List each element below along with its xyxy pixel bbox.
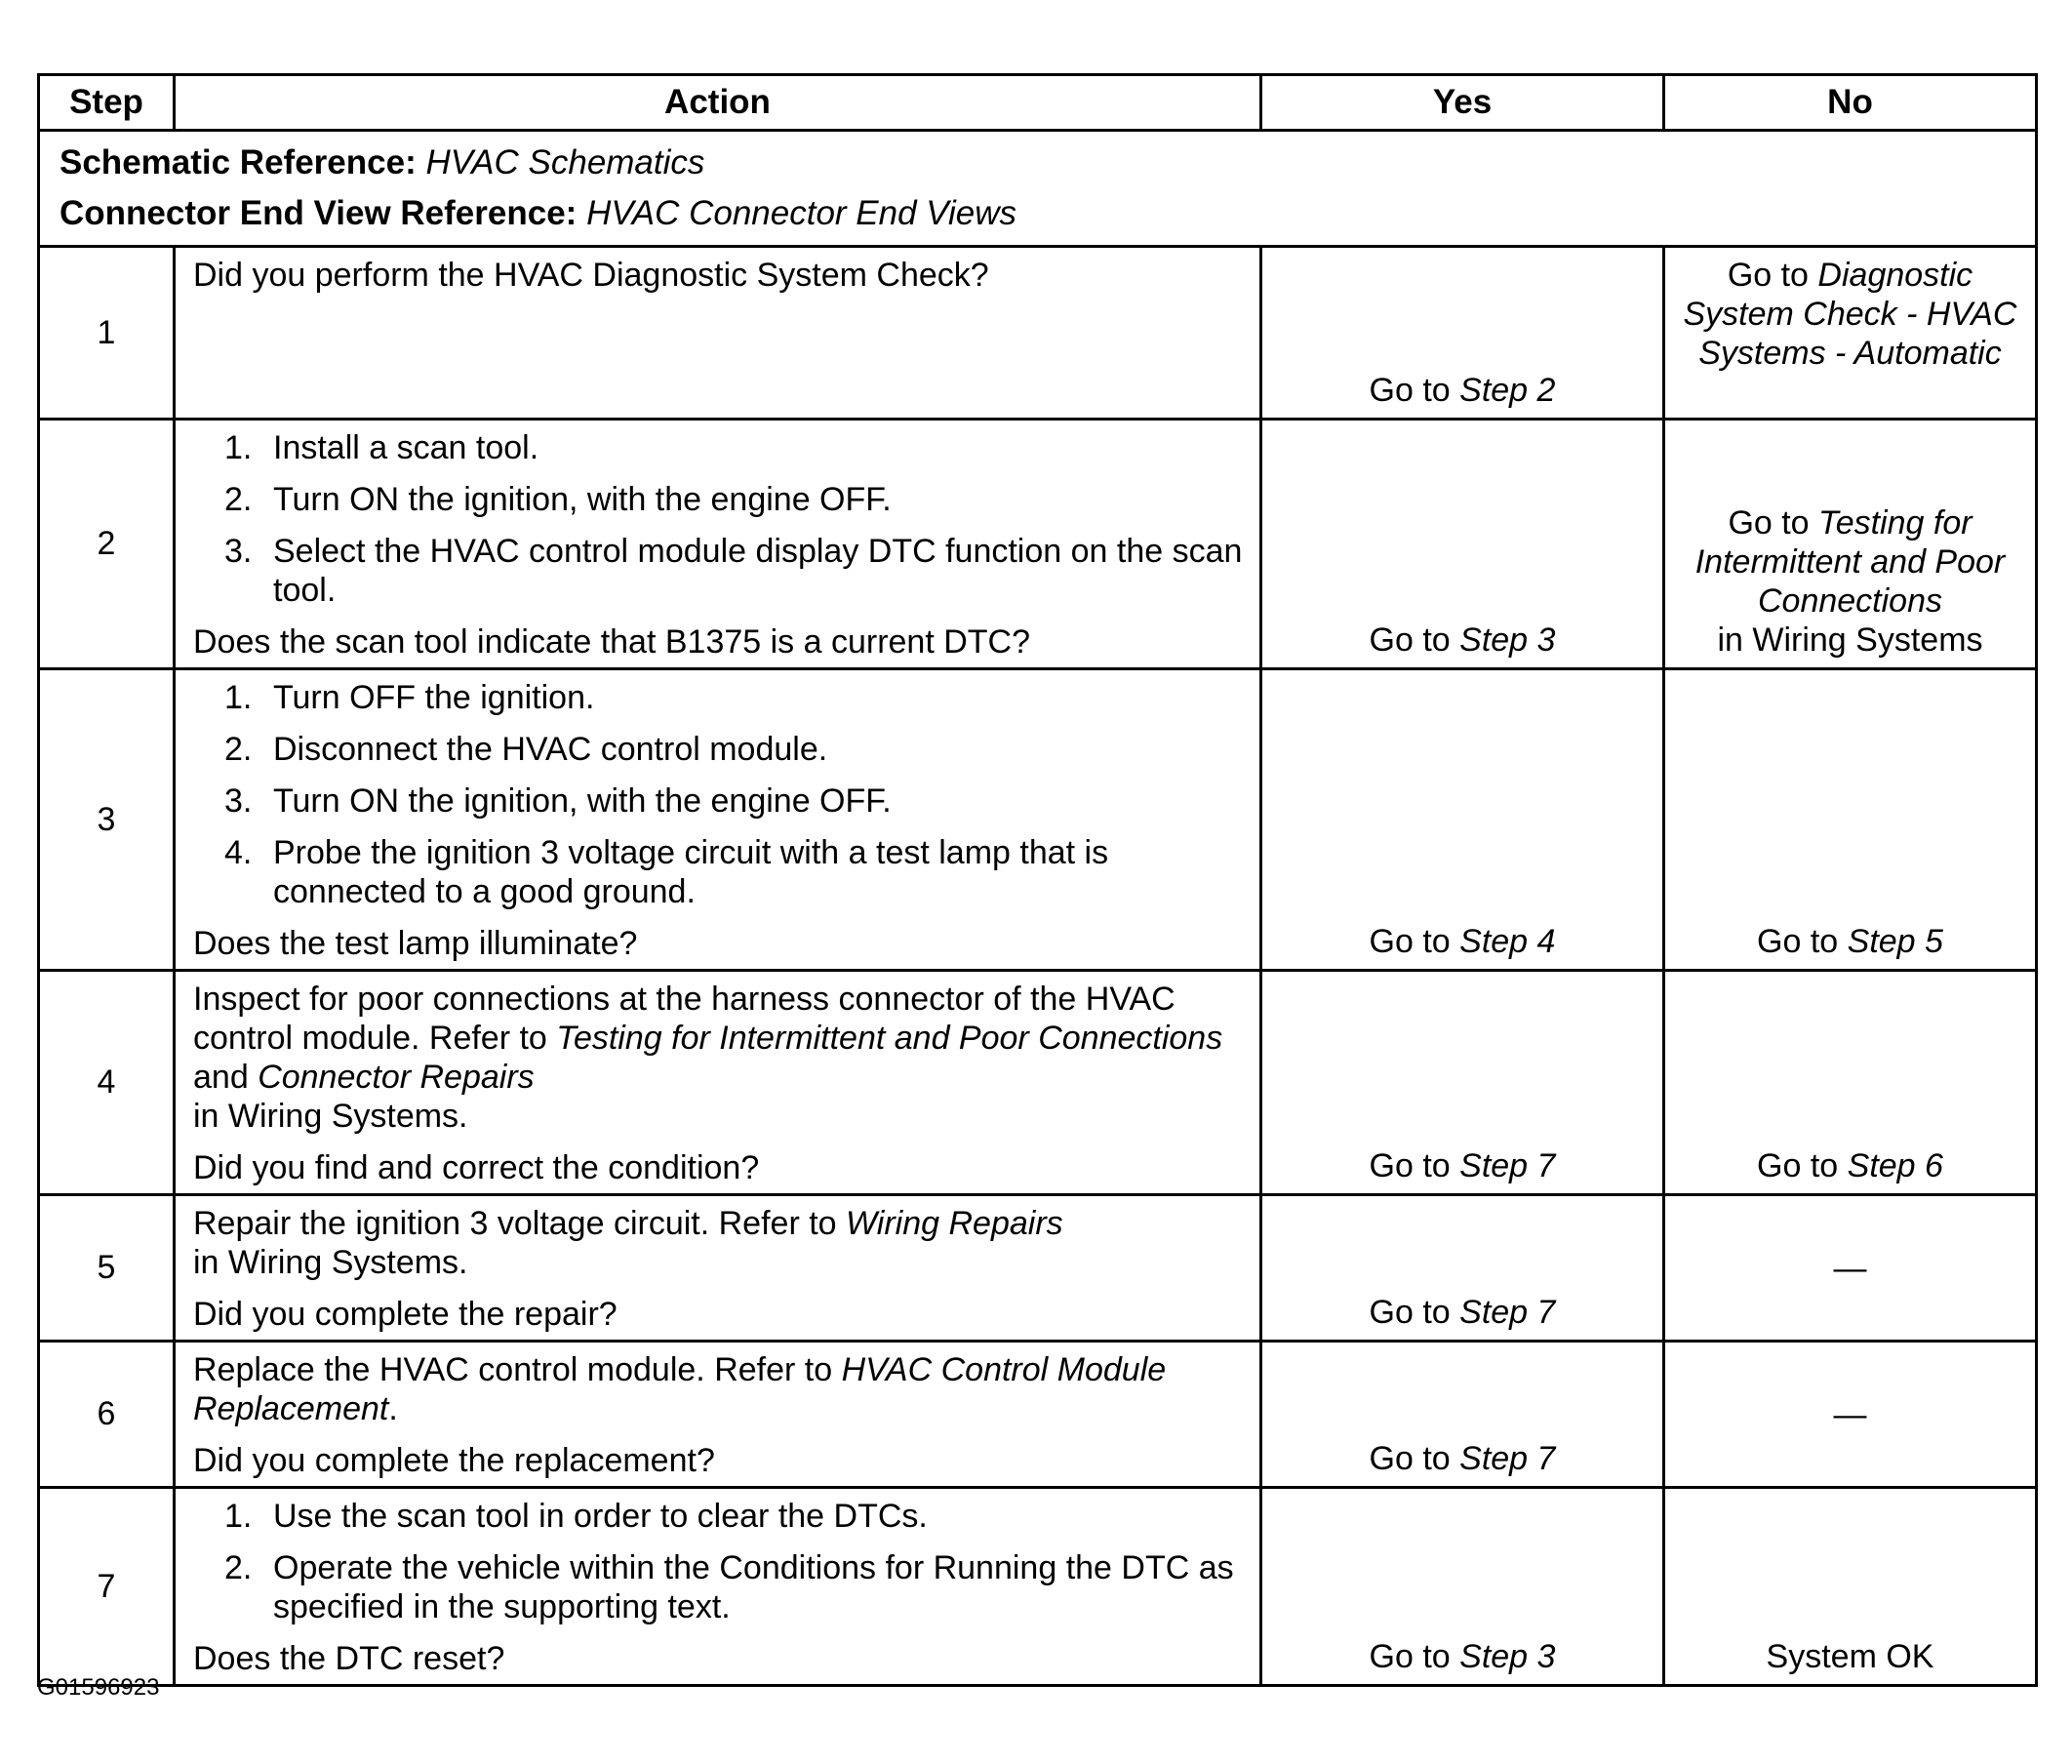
action-cell [175,420,1261,669]
yes-prefix: Go to [1369,1638,1460,1675]
no-prefix: Go to [1727,257,1818,294]
step-instruction [193,980,1246,1136]
header-no: No [1664,75,2037,131]
yes-cell [1261,1488,1664,1686]
figure-id: G01596923 [37,1674,160,1701]
table-row [39,1488,2037,1686]
reference-link[interactable]: Testing for Intermittent and Poor Connections [556,1020,1223,1057]
list-item: 2. Operate the vehicle within the Conditions for Running the DTC as specified in the supporting text. [224,1549,1234,1625]
list-item: 3. Turn ON the ignition, with the engine OFF. [224,782,892,820]
list-item-text: Use the scan tool in order to clear the DTCs. [273,1498,928,1535]
no-prefix: Go to [1757,923,1848,960]
header-step: Step [39,75,175,131]
no-cell [1664,971,2037,1195]
step-question: Did you perform the HVAC Diagnostic System Check? [193,257,989,294]
header-action: Action [175,75,1261,131]
no-link[interactable]: Diagnostic System Check - HVAC Systems - Automatic [1683,257,2017,372]
diagnostic-table [37,73,2038,1687]
schematic-reference-label: Schematic Reference: [60,143,417,181]
table-header-row [39,75,2037,131]
instruction-text: . [388,1390,398,1427]
step-question: Did you complete the repair? [193,1296,618,1333]
no-dash: — [1833,1395,1867,1433]
step-number: 3 [39,669,175,971]
table-row [39,1342,2037,1488]
connector-reference-link[interactable]: HVAC Connector End Views [586,194,1017,232]
no-link[interactable]: Step 5 [1847,923,1943,960]
action-cell [175,971,1261,1195]
instruction-text: Replace the HVAC control module. Refer to [193,1351,842,1388]
reference-link[interactable]: Wiring Repairs [846,1205,1063,1242]
step-instructions [193,678,1246,911]
yes-prefix: Go to [1369,621,1460,659]
no-suffix: in Wiring Systems [1717,621,1983,659]
list-item-text: Operate the vehicle within the Conditions for Running the DTC as specified in the supporting text. [273,1549,1234,1625]
yes-link[interactable]: Step 7 [1459,1147,1556,1184]
instruction-text: in Wiring Systems. [193,1098,468,1135]
step-question: Did you complete the replacement? [193,1442,715,1479]
step-number: 1 [39,247,175,420]
list-item: 1. Install a scan tool. [224,429,539,466]
step-number: 4 [39,971,175,1195]
step-question: Does the test lamp illuminate? [193,925,638,962]
table-row [39,669,2037,971]
no-link[interactable]: Testing for Intermittent and Poor Connections [1694,504,2006,620]
reference-row [39,131,2037,247]
list-item-text: Install a scan tool. [273,429,539,466]
instruction-text: in Wiring Systems. [193,1244,468,1281]
yes-cell [1261,1195,1664,1342]
action-cell [175,1488,1261,1686]
yes-link[interactable]: Step 4 [1459,923,1556,960]
action-cell [175,247,1261,420]
list-item-text: Turn ON the ignition, with the engine OFF. [273,782,892,820]
list-item: 2. Disconnect the HVAC control module. [224,731,828,768]
table-row [39,971,2037,1195]
reference-link[interactable]: HVAC Control Module Replacement [193,1351,1167,1427]
list-item-text: Select the HVAC control module display DTC function on the scan tool. [273,533,1243,609]
action-cell [175,1342,1261,1488]
table-row [39,1195,2037,1342]
no-prefix: Go to [1757,1147,1848,1184]
action-cell [175,669,1261,971]
yes-prefix: Go to [1369,1294,1460,1331]
no-cell [1664,1195,2037,1342]
yes-prefix: Go to [1369,923,1460,960]
no-cell [1664,420,2037,669]
yes-prefix: Go to [1369,1147,1460,1184]
instruction-text: Inspect for poor connections at the harness connector of the HVAC control module. Refer to [193,981,1175,1057]
no-prefix: Go to [1728,504,1819,541]
list-item-text: Turn ON the ignition, with the engine OFF. [273,481,892,518]
yes-link[interactable]: Step 7 [1459,1440,1556,1477]
step-number: 6 [39,1342,175,1488]
yes-cell [1261,971,1664,1195]
list-item-text: Disconnect the HVAC control module. [273,731,828,768]
yes-cell [1261,1342,1664,1488]
yes-link[interactable]: Step 2 [1459,372,1556,409]
schematic-reference-link[interactable]: HVAC Schematics [425,143,705,181]
list-item: 3. Select the HVAC control module display DTC function on the scan tool. [224,533,1243,609]
reference-cell [39,131,2037,247]
step-number: 5 [39,1195,175,1342]
yes-link[interactable]: Step 7 [1459,1294,1556,1331]
step-instructions [193,428,1246,610]
reference-link[interactable]: Connector Repairs [258,1059,535,1096]
step-instruction [193,1204,1246,1282]
step-question: Does the DTC reset? [193,1640,505,1677]
list-item: 1. Use the scan tool in order to clear the DTCs. [224,1498,928,1535]
yes-cell [1261,420,1664,669]
step-question: Does the scan tool indicate that B1375 is a current DTC? [193,623,1031,661]
step-question: Did you find and correct the condition? [193,1149,760,1186]
no-dash: — [1833,1249,1867,1287]
header-yes: Yes [1261,75,1664,131]
connector-reference-label: Connector End View Reference: [60,194,578,232]
action-cell [175,1195,1261,1342]
no-cell [1664,1342,2037,1488]
list-item-text: Probe the ignition 3 voltage circuit with a test lamp that is connected to a good ground. [273,834,1109,910]
table-row [39,247,2037,420]
table-row [39,420,2037,669]
no-link[interactable]: Step 6 [1847,1147,1943,1184]
no-cell [1664,247,2037,420]
list-item: 1. Turn OFF the ignition. [224,679,595,716]
connector-reference [60,188,2015,239]
list-item: 4. Probe the ignition 3 voltage circuit with a test lamp that is connected to a good ground. [224,834,1109,910]
no-cell [1664,669,2037,971]
yes-cell [1261,669,1664,971]
no-result: System OK [1766,1638,1934,1675]
no-cell [1664,1488,2037,1686]
yes-link[interactable]: Step 3 [1459,621,1556,659]
step-instruction [193,1350,1246,1428]
yes-link[interactable]: Step 3 [1459,1638,1556,1675]
instruction-text: and [193,1059,259,1096]
instruction-text: Repair the ignition 3 voltage circuit. Refer to [193,1205,847,1242]
yes-cell [1261,247,1664,420]
step-number: 7 [39,1488,175,1686]
step-number: 2 [39,420,175,669]
yes-prefix: Go to [1369,372,1460,409]
list-item: 2. Turn ON the ignition, with the engine OFF. [224,481,892,518]
step-instructions [193,1497,1246,1626]
list-item-text: Turn OFF the ignition. [273,679,595,716]
yes-prefix: Go to [1369,1440,1460,1477]
schematic-reference [60,138,2015,188]
